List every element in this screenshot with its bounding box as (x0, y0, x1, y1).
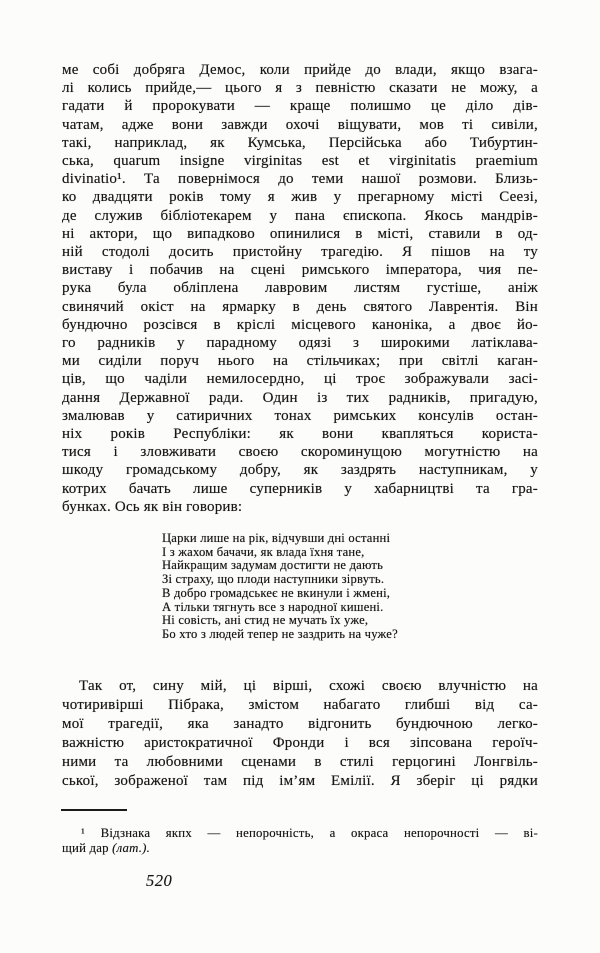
text-line: А тільки тягнуть все з народної кишені. (162, 599, 384, 614)
text-line: Бо хто з людей тепер не заздрить на чуже? (162, 626, 398, 641)
text-line: го радників у парадному одязі з широкими латіклава- (62, 335, 538, 352)
footnote-line-2 (62, 841, 538, 856)
text-line: шкоду громадському добру, як заздрять наступникам, у (62, 462, 538, 479)
text-line: Так от, сину мій, ці вірші, схожі своєю влучністю на (79, 678, 538, 694)
footnote-separator (61, 809, 127, 811)
text-line: ська, quarum insigne virginitas est et virginitatis praemium (62, 153, 538, 170)
text-line: мої трагедії, яка занадто відгонить бундючною легко- (62, 715, 538, 732)
text-line: чатам, адже вони завжди охочі віщувати, мов ті сивіли, (62, 116, 538, 133)
text-line: тися і зловживати своєю скороминущою могутністю на (62, 444, 538, 461)
page-number: 520 (146, 871, 173, 890)
text-line: Найкращим задумам достигти не дають (162, 558, 384, 573)
text-line: ської, зображеної там під ім’ям Емілії. Я зберіг ці рядки (62, 772, 538, 789)
verse-block (162, 532, 492, 642)
text-line: де служив бібліотекарем у пана єпископа. Якось мандрів- (62, 207, 538, 224)
text-line: ців, що чаділи немилосердно, ці троє зображували засі- (62, 371, 538, 388)
text-line: змалював у сатиричних тонах римських консулів остан- (62, 407, 538, 424)
text-line: ній стодолі досить пристойну трагедію. Я пішов на ту (62, 244, 538, 261)
text-line: Царки лише на рік, відчувши дні останні (162, 531, 391, 545)
text-line: рука була обліплена лавровим листям густіше, аніж (62, 280, 538, 297)
text-line: гадати й пророкувати — краще полишмо це діло дів- (62, 98, 538, 115)
text-line: ніх років Республіки: як вони квапляться користа- (62, 426, 538, 443)
text-line: лі колись прийде,— цього я з певністю сказати не можу, а (62, 80, 538, 97)
text-line: важністю аристократичної Фронди і вся зіпсована героїч- (62, 734, 538, 751)
footnote (62, 826, 538, 856)
text-line: чотиривірші Пібрака, змістом набагато глибші від са- (62, 696, 538, 713)
text-line: бунках. Ось як він говорив: (62, 498, 243, 515)
text-line: ко двадцяти років тому я жив у прегарному місті Сеезі, (62, 189, 538, 206)
text-line: ми сиділи поруч нього на стільчиках; при світлі каган- (62, 353, 538, 370)
text-line: котрих бачать лише суперників у хабарництві та гра- (62, 480, 538, 497)
text-line: ме собі добряга Демос, коли прийде до влади, якщо взага- (62, 62, 538, 78)
text-line: дання Державної ради. Один із тих радників, пригадую, (62, 389, 538, 406)
text-line: Зі страху, що плоди наступники зірвуть. (162, 572, 385, 587)
text-line: divinatio¹. Та повернімося до теми нашої розмови. Близь- (62, 171, 538, 188)
footnote-line-1: ¹ Відзнака якпх — непорочність, а окраса непорочності — ві- (81, 826, 538, 840)
text-line: такі, наприклад, як Кумська, Персійська або Тибуртин- (62, 134, 538, 151)
text-line: ні актори, що випадково опинилися в місті, ставили в од- (62, 225, 538, 242)
footnote-line-2-text: щий дар (62, 841, 113, 856)
latin-language-label: (лат.). (112, 841, 150, 856)
text-line: ними та любовними сценами в стилі герцогині Лонгвіль- (62, 753, 538, 770)
text-line: бундючно розсівся в кріслі місцевого каноніка, а двоє йо- (62, 316, 538, 333)
text-line: виставу і побачив на сцені римського імператора, чия пе- (62, 262, 538, 279)
text-line: свинячий окіст на ярмарку в день святого Лаврентія. Він (62, 298, 538, 315)
body-paragraph-2 (62, 677, 538, 790)
text-line: В добро громадськеє не вкинули і жмені, (162, 585, 391, 600)
text-line: Ні совість, ані стид не мучать їх уже, (162, 613, 369, 628)
text-line: І з жахом бачачи, як влада їхня тане, (162, 544, 365, 559)
body-paragraph-1 (62, 61, 538, 516)
